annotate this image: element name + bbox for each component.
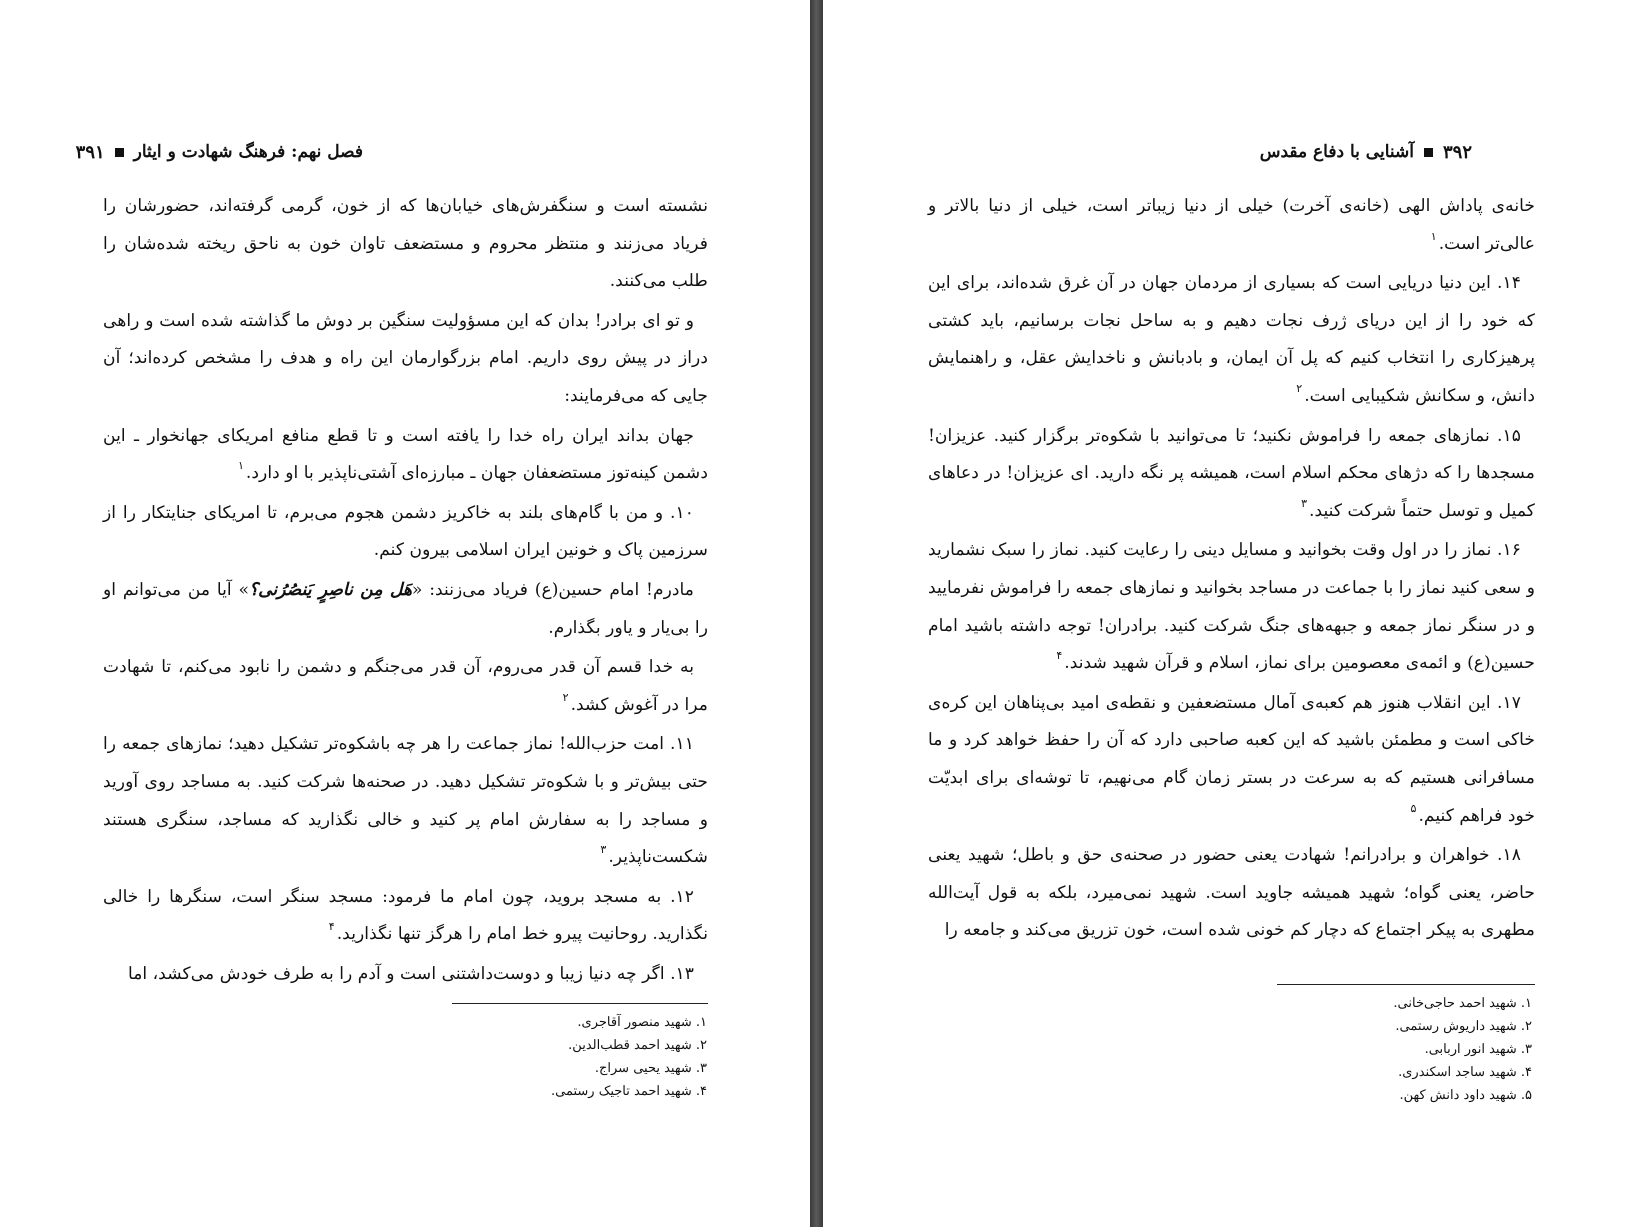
paragraph: خانه‌ی پاداش الهی (خانه‌ی آخرت) خیلی از دنیا زیباتر است، خیلی از دنیا بالاتر و عالی‌تر است.$^۱$ bbox=[928, 196, 1535, 254]
right-page-header bbox=[1260, 138, 1472, 166]
paragraph: ۱۵. نمازهای جمعه را فراموش نکنید؛ تا می‌توانید با شکوه‌تر برگزار کنید. عزیزان! مسجدها را که دژهای محکم اسلام است، همیشه پر نگه دارید. ای عزیزان! در دعاهای کمیل و توسل حتماً شرکت کنید.$^۳$ bbox=[928, 425, 1535, 521]
book-title: آشنایی با دفاع مقدس bbox=[1259, 142, 1414, 162]
right-page-body bbox=[928, 188, 1535, 952]
footnote: ۱. شهید منصور آقاجری. bbox=[577, 1015, 707, 1030]
footnote: ۳. شهید یحیی سراج. bbox=[594, 1061, 707, 1076]
footnote-separator bbox=[452, 1003, 708, 1004]
paragraph: نشسته است و سنگفرش‌های خیابان‌ها که از خون، گرمی گرفته‌اند، حضورشان را فریاد می‌زنند و منتظر محروم و مستضعف تاوان خون به ناحق ریخته شده‌شان را طلب می‌کنند. bbox=[103, 196, 708, 292]
footnote: ۱. شهید احمد حاجی‌خانی. bbox=[1393, 996, 1532, 1011]
left-page-header bbox=[76, 138, 363, 166]
footnote: ۲. شهید داریوش رستمی. bbox=[1395, 1019, 1532, 1034]
footnote: ۵. شهید داود دانش کهن. bbox=[1399, 1088, 1532, 1103]
footnote-separator bbox=[1277, 984, 1535, 985]
footnotes-list bbox=[551, 1011, 707, 1103]
paragraph: ۱۶. نماز را در اول وقت بخوانید و مسایل دینی را رعایت کنید. نماز را سبک نشمارید و سعی کنید نماز را با جماعت در مساجد بخوانید و نمازهای جمعه را فراموش نفرمایید و در سنگر نماز جمعه و جبهه‌های جنگ شرکت کنید. برادران! توجه داشته باشید امام حسین(ع) و ائمه‌ی معصومین برای نماز، اسلام و قرآن شهید شدند.$^۴$ bbox=[928, 540, 1535, 674]
paragraph: به خدا قسم آن قدر می‌روم، آن قدر می‌جنگم و دشمن را نابود می‌کنم، تا شهادت مرا در آغوش کشد.$^۲$ bbox=[103, 657, 708, 715]
footnote: ۴. شهید ساجد اسکندری. bbox=[1398, 1065, 1532, 1080]
footnote-ref: ۱ bbox=[1430, 229, 1437, 243]
paragraph: و تو ای برادر! بدان که این مسؤولیت سنگین بر دوش ما گذاشته شده است و راهی دراز در پیش روی داریم. امام بزرگوارمان این راه و هدف را مشخص کرده‌اند؛ آن جایی که می‌فرمایند: bbox=[103, 310, 708, 406]
paragraph: ۱۱. امت حزب‌الله! نماز جماعت را هر چه باشکوه‌تر تشکیل دهید؛ نمازهای جمعه را حتی بیش‌تر و با شکوه‌تر تشکیل دهید. در صحنه‌ها شرکت کنید. به مساجد روی آورید و مساجد را به سفارش امام پر کنید و خالی نگذارید که مساجد، سنگری هستند شکست‌ناپذیر.$^۳$ bbox=[103, 734, 708, 868]
book-gutter bbox=[810, 0, 823, 1227]
arabic-quote: هَل مِن ناصِرٍ یَنصُرُنی؟ bbox=[248, 579, 412, 600]
header-square-icon bbox=[115, 148, 124, 157]
paragraph: ۱۰. و من با گام‌های بلند به خاکریز دشمن هجوم می‌برم، تا امریکای جنایتکار را از سرزمین پاک و خونین ایران اسلامی بیرون کنم. bbox=[103, 502, 708, 561]
paragraph: مادرم! امام حسین(ع) فریاد می‌زنند: «هَل مِن ناصِرٍ یَنصُرُنی؟» آیا من می‌توانم او را بی‌یار و یاور بگذارم. bbox=[103, 579, 708, 638]
footnote-ref: ۴ bbox=[328, 920, 335, 934]
footnote: ۲. شهید احمد قطب‌الدین. bbox=[568, 1038, 707, 1053]
left-page bbox=[0, 0, 810, 1227]
footnote-ref: ۲ bbox=[562, 690, 569, 704]
footnote-ref: ۳ bbox=[600, 843, 607, 857]
page-number: ۳۹۱ bbox=[75, 141, 105, 163]
footnote-ref: ۳ bbox=[1301, 496, 1307, 510]
footnote: ۳. شهید انور اربابی. bbox=[1424, 1042, 1532, 1057]
quote-paragraph: جهان بداند ایران راه خدا را یافته است و تا قطع منافع امریکای جهانخوار ـ این دشمن کینه‌توز مستضعفان جهان ـ مبارزه‌ای آشتی‌ناپذیر با او دارد.$^۱$ bbox=[103, 425, 708, 484]
paragraph: ۱۳. اگر چه دنیا زیبا و دوست‌داشتنی است و آدم را به طرف خودش می‌کشد، اما bbox=[127, 963, 694, 984]
page-number: ۳۹۲ bbox=[1442, 141, 1472, 163]
footnote-ref: ۲ bbox=[1296, 381, 1303, 395]
footnote-ref: ۱ bbox=[237, 459, 244, 473]
footnote-ref: ۵ bbox=[1410, 801, 1417, 815]
footnote-ref: ۴ bbox=[1056, 649, 1063, 663]
paragraph: ۱۲. به مسجد بروید، چون امام ما فرمود: مسجد سنگر است، سنگرها را خالی نگذارید. روحانیت پیرو خط امام را هرگز تنها نگذارید.$^۴$ bbox=[103, 886, 708, 945]
paragraph: ۱۸. خواهران و برادرانم! شهادت یعنی حضور در صحنه‌ی حق و باطل؛ شهید یعنی حاضر، یعنی گواه؛ شهید همیشه جاوید است. شهید نمی‌میرد، بلکه به قول آیت‌الله مطهری به پیکر اجتماع که دچار کم خونی شده است، خون تزریق می‌کند و جامعه را bbox=[928, 845, 1535, 941]
paragraph: ۱۴. این دنیا دریایی است که بسیاری از مردمان جهان در آن غرق شده‌اند، برای این که خود را از این دریای ژرف نجات دهیم و به ساحل نجات برسانیم، باید کشتی پرهیزکاری را انتخاب کنیم که پل آن ایمان، و بادبانش و ناخدایش عقل، و راهنمایش دانش، و سکانش شکیبایی است.$^۲$ bbox=[928, 273, 1535, 406]
header-square-icon bbox=[1424, 148, 1433, 157]
paragraph: ۱۷. این انقلاب هنوز هم کعبه‌ی آمال مستضعفین و نقطه‌ی امید بی‌پناهان این کره‌ی خاکی است و مطمئن باشید که این کعبه صاحبی دارد که آن را حفظ خواهد کرد و ما مسافرانی هستیم که به سرعت در بستر زمان گام می‌نهیم، تا توشه‌ای برای ابدیّت خود فراهم کنیم.$^۵$ bbox=[928, 692, 1535, 826]
chapter-title: فصل نهم: فرهنگ شهادت و ایثار bbox=[133, 142, 363, 162]
footnote: ۴. شهید احمد تاجیک رستمی. bbox=[550, 1084, 707, 1099]
right-page bbox=[823, 0, 1633, 1227]
left-page-body bbox=[103, 188, 708, 995]
footnotes-list bbox=[1393, 992, 1532, 1107]
